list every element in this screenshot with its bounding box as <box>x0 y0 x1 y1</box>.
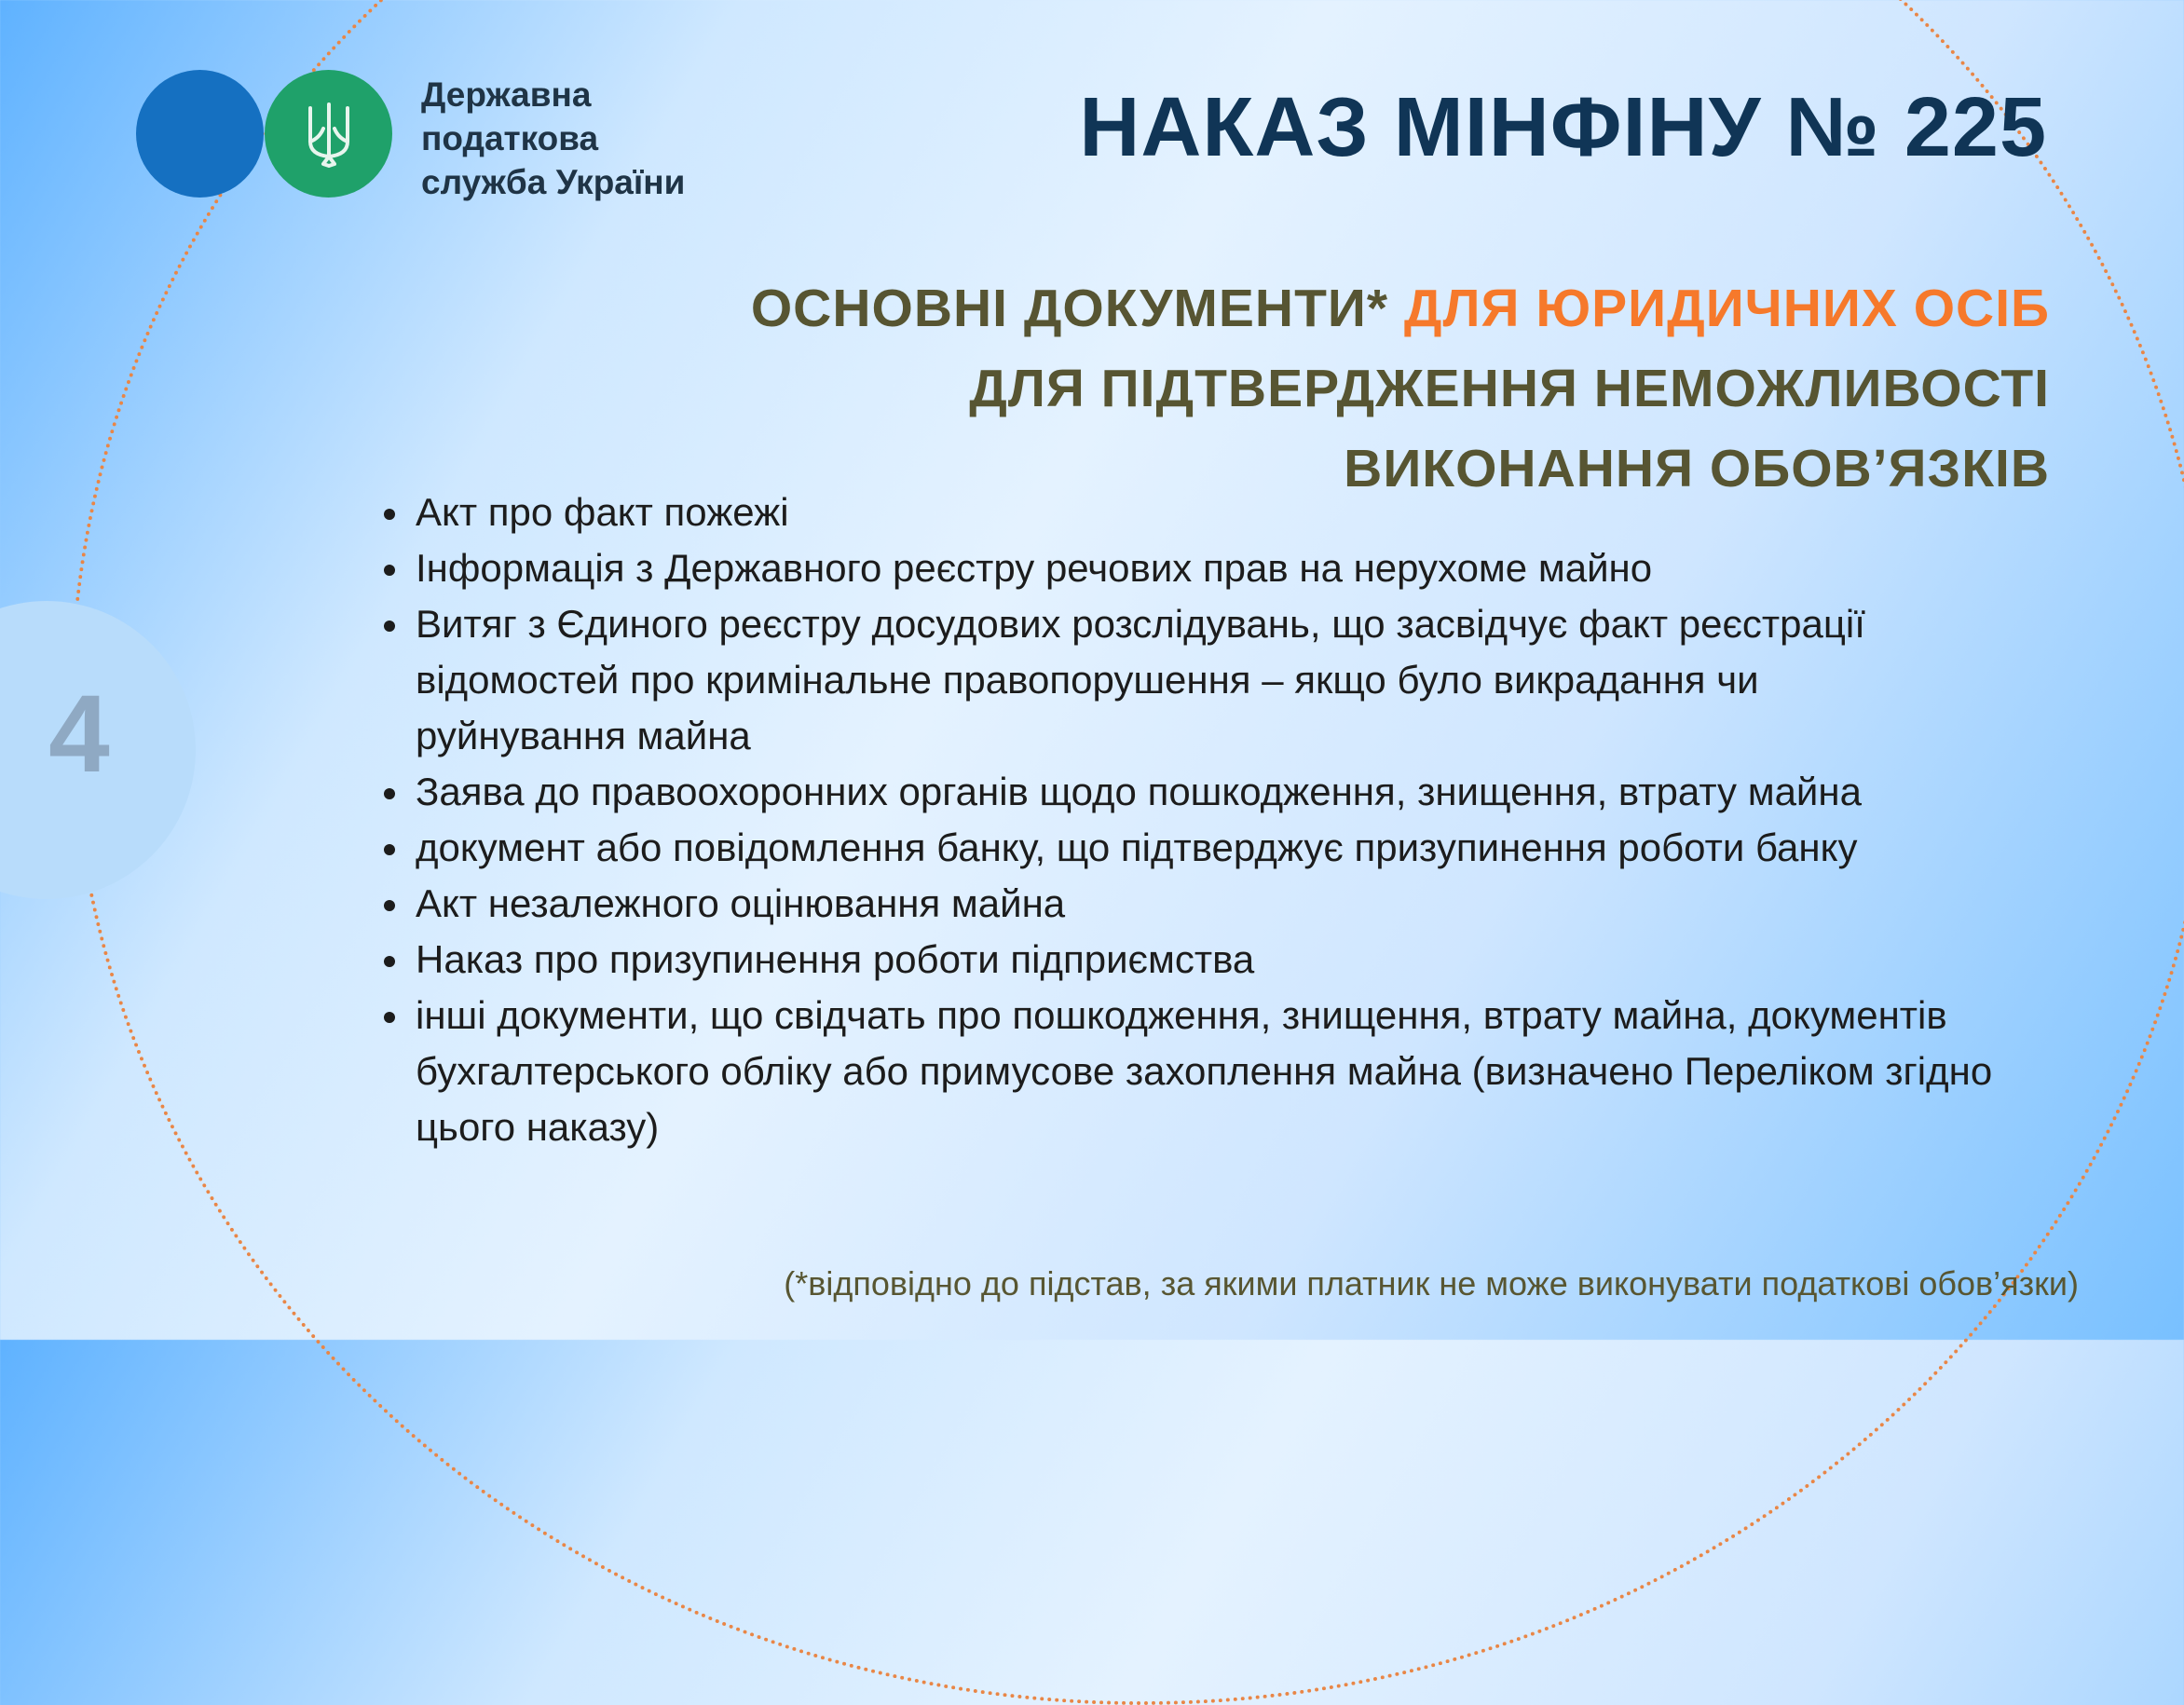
subtitle <box>751 268 2050 509</box>
list-item: Акт про факт пожежі <box>382 484 2059 540</box>
order-title: НАКАЗ МІНФІНУ № 225 <box>1079 81 2047 174</box>
slide-number: 4 <box>48 673 110 796</box>
agency-name-line: Державна <box>421 75 592 114</box>
subtitle-main: ОСНОВНІ ДОКУМЕНТИ* <box>750 279 1404 338</box>
list-item: Акт незалежного оцінювання майна <box>382 876 2059 932</box>
agency-name-line: служба України <box>421 163 686 201</box>
list-item: Інформація з Державного реєстру речових прав на нерухоме майно <box>382 540 2059 596</box>
documents-list <box>382 484 2059 1155</box>
footnote: (*відповідно до підстав, за якими платник не може виконувати податкові обов’язки) <box>784 1264 2079 1303</box>
agency-name-line: податкова <box>421 119 599 157</box>
subtitle-accent: ДЛЯ ЮРИДИЧНИХ ОСІБ <box>1403 279 2050 338</box>
subtitle-line-2: ДЛЯ ПІДТВЕРДЖЕННЯ НЕМОЖЛИВОСТІ <box>969 359 2050 418</box>
list-item: документ або повідомлення банку, що підтверджує призупинення роботи банку <box>382 820 2074 876</box>
list-item: Витяг з Єдиного реєстру досудових розслідувань, що засвідчує факт реєстрації відомостей про кримінальне правопорушення – якщо було викрадання чи руйнування майна <box>382 596 1944 764</box>
list-item: Наказ про призупинення роботи підприємства <box>382 932 2059 988</box>
agency-name <box>421 73 685 204</box>
trident-icon <box>303 101 355 168</box>
subtitle-line-1 <box>751 268 2050 348</box>
list-item: інші документи, що свідчать про пошкодження, знищення, втрату майна, документів бухгалтерського обліку або примусове захоплення майна (визначено Переліком згідно цього наказу) <box>382 988 2037 1155</box>
list-item: Заява до правоохоронних органів щодо пошкодження, знищення, втрату майна <box>382 764 2055 820</box>
subtitle-line-3: ВИКОНАННЯ ОБОВ’ЯЗКІВ <box>1344 439 2050 498</box>
logo-blue-circle <box>136 70 264 198</box>
